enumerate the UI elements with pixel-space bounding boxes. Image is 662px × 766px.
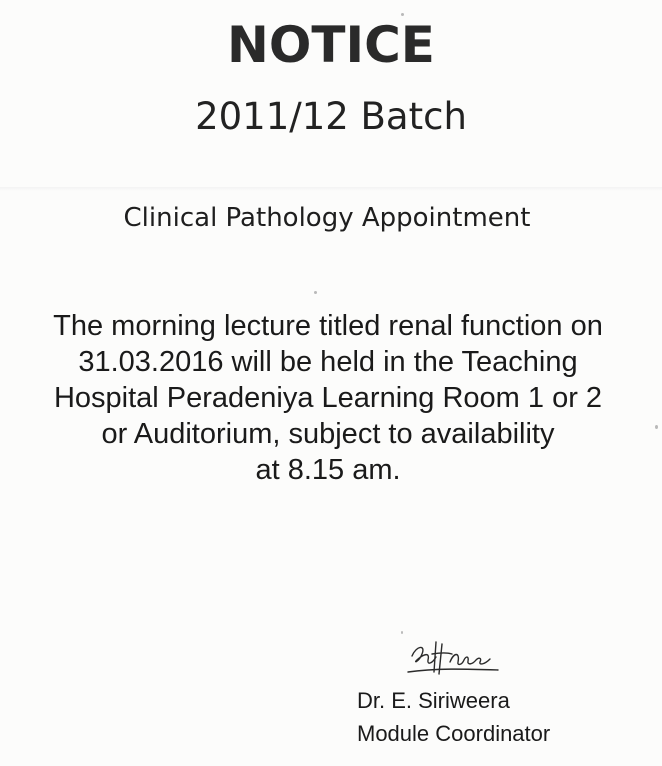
notice-body-line: 31.03.2016 will be held in the Teaching [78,346,578,378]
notice-body [0,308,656,488]
batch-label: 2011/12 Batch [195,95,467,138]
scan-speck [314,291,317,294]
paper-fold-line [0,187,662,191]
scan-speck [401,631,403,634]
notice-title: NOTICE [227,16,435,74]
notice-body-line: at 8.15 am. [255,454,401,486]
scan-speck [655,425,658,429]
notice-body-line: Hospital Peradeniya Learning Room 1 or 2 [53,382,603,414]
signatory-name: Dr. E. Siriweera [357,688,510,713]
signatory-role: Module Coordinator [357,721,551,746]
signature-block [357,684,550,750]
notice-body-line: or Auditorium, subject to availability [101,418,555,450]
notice-subject: Clinical Pathology Appointment [123,203,531,233]
notice-body-line: The morning lecture titled renal function on [53,310,603,342]
handwritten-signature [406,632,506,682]
scan-speck [401,13,404,16]
